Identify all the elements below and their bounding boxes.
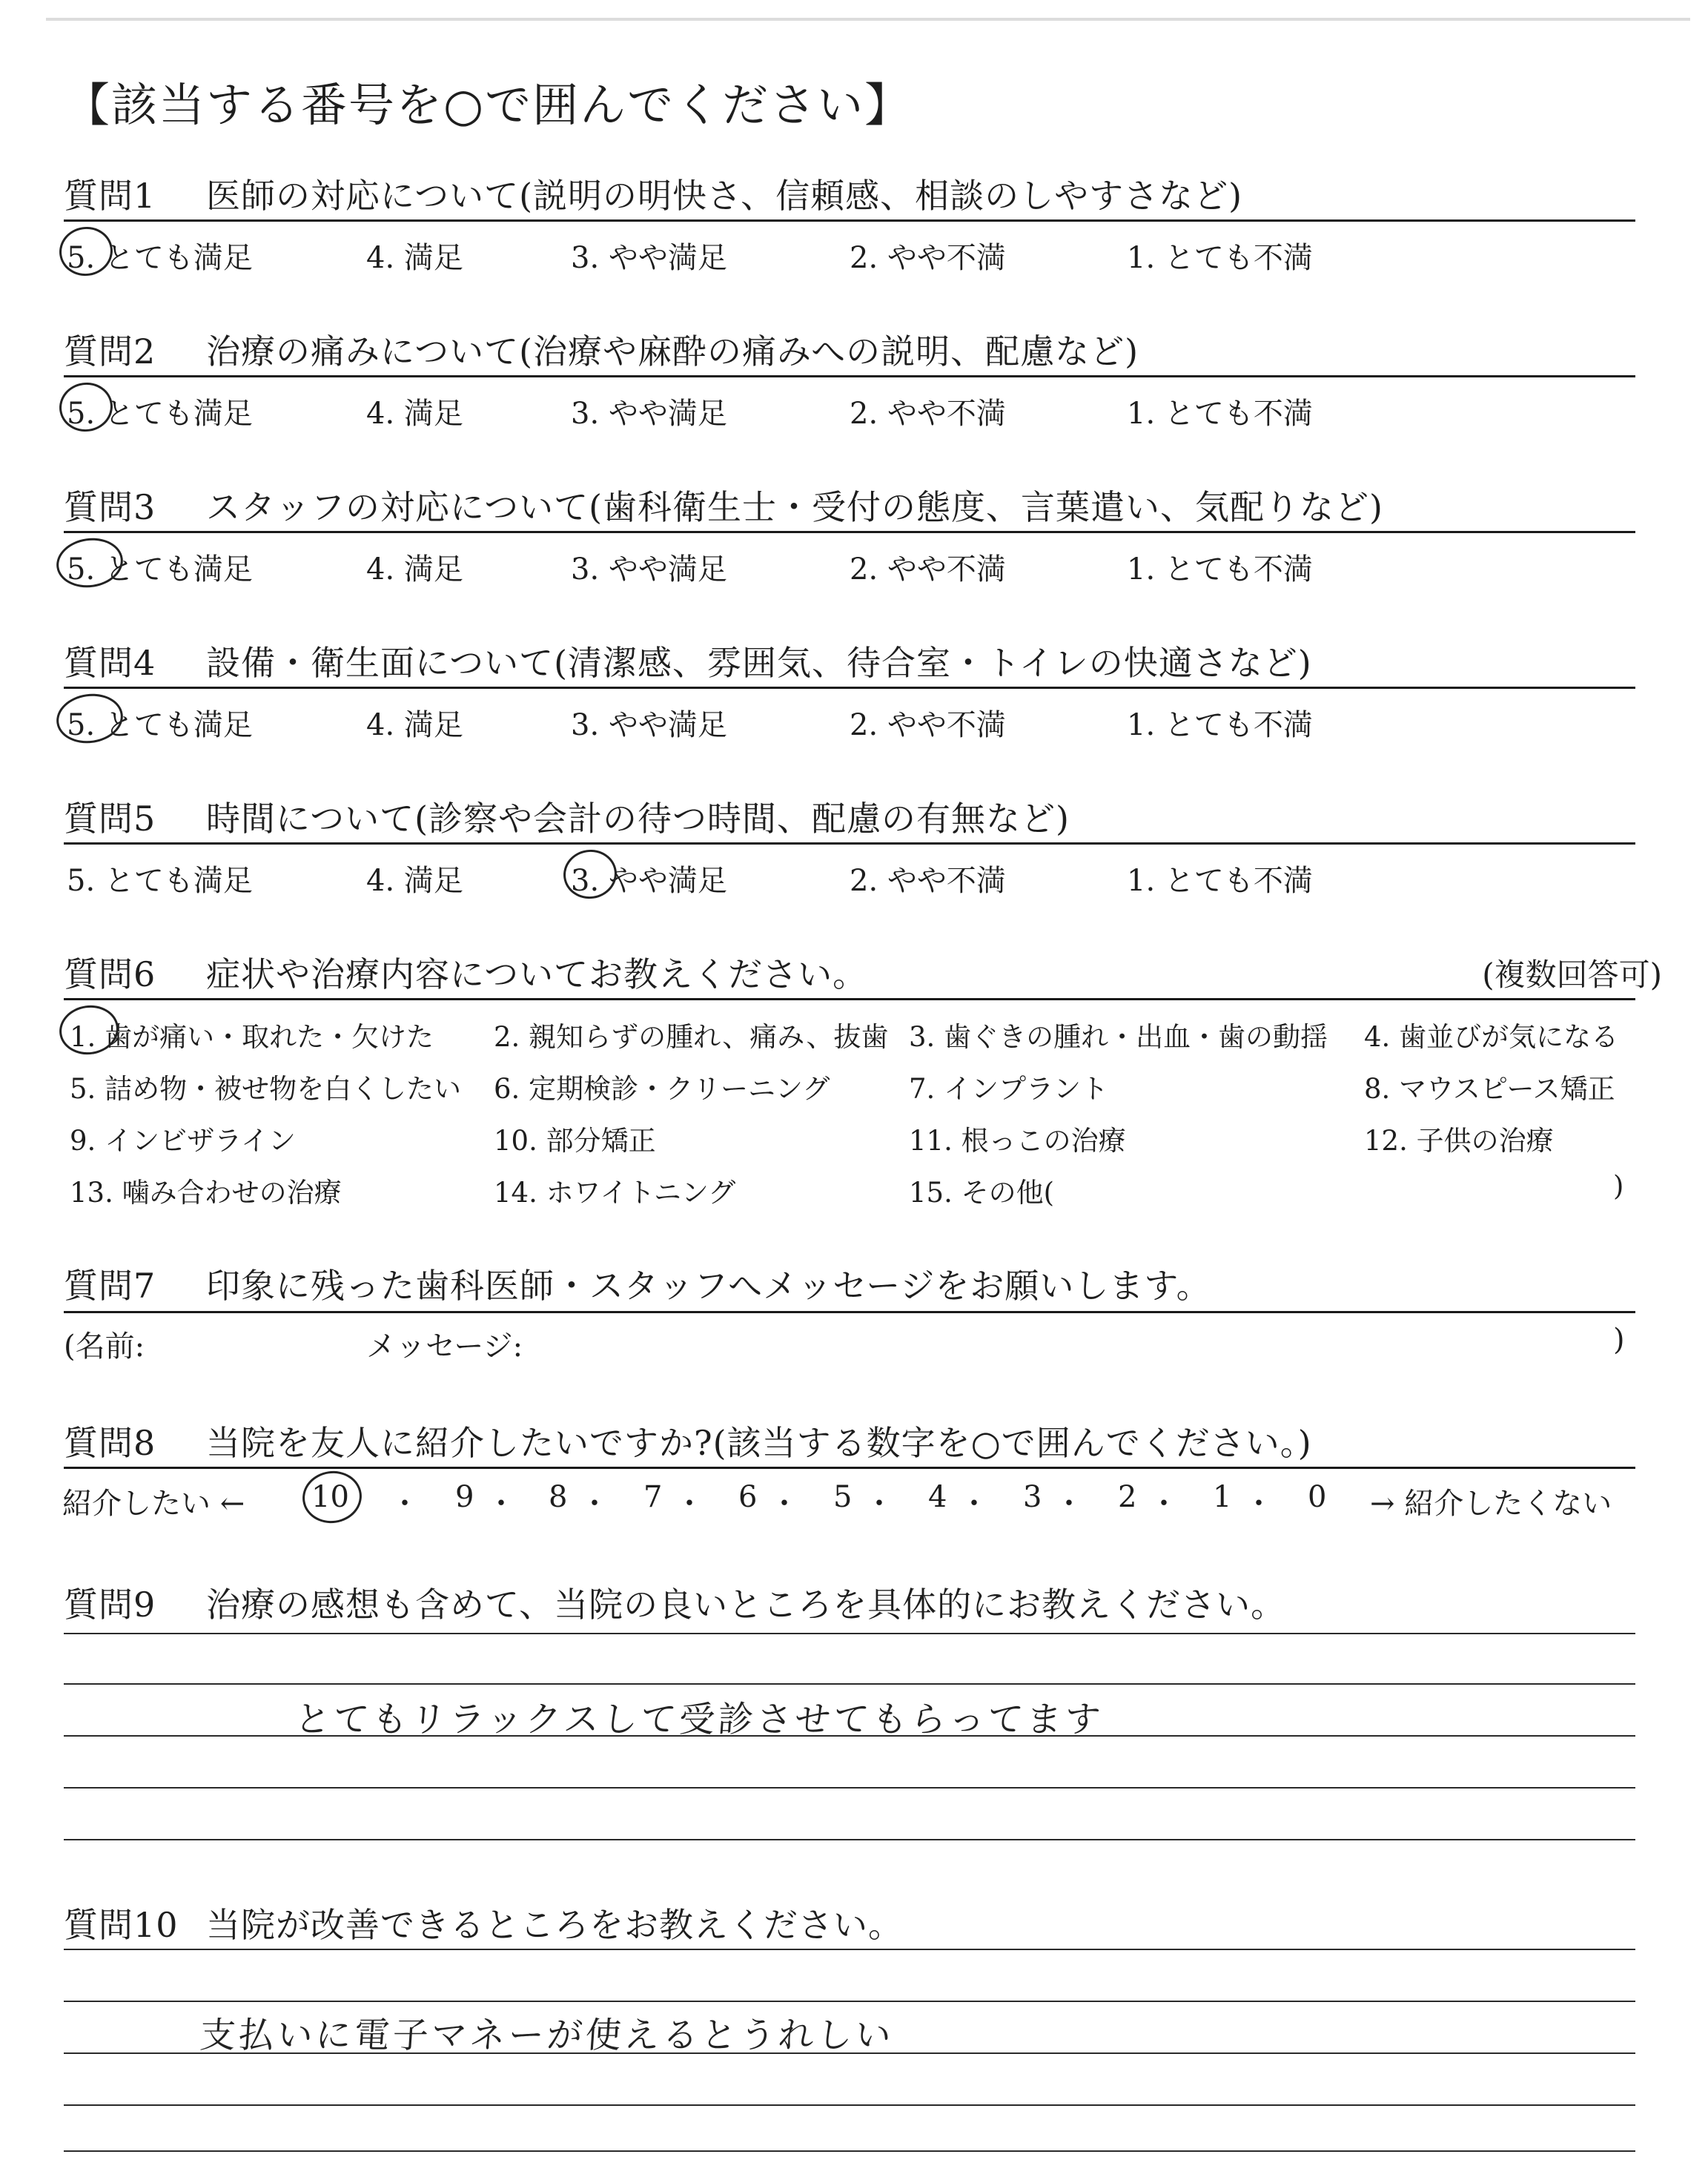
question-10-label: 質問10 [64, 1905, 179, 1945]
question-8 [64, 1416, 1312, 1465]
scale-dot: ・ [864, 1487, 894, 1521]
scale-0[interactable]: 0 [1308, 1480, 1327, 1514]
question-6-text: 症状や治療内容についてお教えください。 [206, 954, 868, 994]
q9-writing-line [64, 1633, 1635, 1634]
q2-option-5[interactable]: 5. とても満足 [67, 390, 253, 432]
q10-writing-line [64, 2150, 1635, 2152]
scale-dot: ・ [580, 1487, 609, 1521]
question-7-message-field[interactable]: メッセージ: [366, 1330, 523, 1364]
scale-dot: ・ [390, 1487, 420, 1521]
scale-dot: ・ [1244, 1487, 1274, 1521]
scale-left-label: 紹介したい ← [62, 1487, 245, 1521]
question-3-text: スタッフの対応について(歯科衛生士・受付の態度、言葉遣い、気配りなど) [206, 487, 1383, 527]
question-2-label: 質問2 [64, 331, 156, 371]
q9-writing-line [64, 1683, 1635, 1685]
question-7-close: ) [1613, 1323, 1625, 1357]
q1-option-2[interactable]: 2. やや不満 [850, 241, 1006, 275]
question-6 [64, 948, 867, 997]
scale-dot: ・ [486, 1487, 516, 1521]
q6-option-6[interactable]: 6. 定期検診・クリーニング [494, 1073, 830, 1105]
question-5-text: 時間について(診察や会計の待つ時間、配慮の有無など) [206, 799, 1070, 839]
question-9 [64, 1578, 1285, 1627]
question-8-scale: 紹介したい ← 10 ・ 9 ・ 8 ・ 7 ・ 6 ・ 5 ・ 4 ・ 3 ・ 2 ・ 1 ・ 0 → 紹介したくない [59, 1480, 1638, 1525]
q6-option-1[interactable]: 1. 歯が痛い・取れた・欠けた [70, 1014, 434, 1054]
question-5-label: 質問5 [64, 799, 156, 839]
q6-option-15[interactable]: 15. その他( [909, 1177, 1055, 1209]
q10-writing-line [64, 1949, 1635, 1950]
question-2-rule [64, 375, 1635, 377]
question-9-label: 質問9 [64, 1585, 156, 1625]
q2-option-3[interactable]: 3. やや満足 [571, 397, 727, 431]
scale-3[interactable]: 3 [1023, 1480, 1042, 1514]
q4-option-1[interactable]: 1. とても不満 [1127, 708, 1313, 742]
q10-writing-line [64, 2001, 1635, 2002]
question-8-rule [64, 1467, 1635, 1469]
question-4-options [64, 701, 1658, 746]
q1-option-4[interactable]: 4. 満足 [366, 241, 463, 275]
question-10 [64, 1898, 903, 1947]
question-7-text: 印象に残った歯科医師・スタッフへメッセージをお願いします。 [206, 1266, 1211, 1306]
q6-option-7[interactable]: 7. インプラント [909, 1073, 1109, 1105]
question-6-options [64, 1014, 1658, 1215]
q3-option-5[interactable]: 5. とても満足 [67, 546, 253, 588]
question-6-label: 質問6 [64, 954, 156, 994]
question-5-rule [64, 842, 1635, 845]
question-1-rule [64, 219, 1635, 222]
q6-option-10[interactable]: 10. 部分矯正 [494, 1125, 656, 1157]
q4-option-4[interactable]: 4. 満足 [366, 708, 463, 742]
question-10-text: 当院が改善できるところをお教えください。 [206, 1905, 903, 1945]
scale-7[interactable]: 7 [643, 1480, 663, 1514]
scale-4[interactable]: 4 [928, 1480, 947, 1514]
question-1-options [64, 234, 1658, 279]
question-4 [64, 636, 1312, 685]
question-7-rule [64, 1311, 1635, 1313]
top-edge-line [46, 18, 1690, 21]
q5-option-1[interactable]: 1. とても不満 [1127, 864, 1313, 898]
question-2-options [64, 390, 1658, 435]
q1-option-1[interactable]: 1. とても不満 [1127, 241, 1313, 275]
question-4-text: 設備・衛生面について(清潔感、雰囲気、待合室・トイレの快適さなど) [206, 643, 1312, 683]
q3-option-2[interactable]: 2. やや不満 [850, 552, 1006, 587]
question-1 [64, 169, 1242, 218]
q4-option-2[interactable]: 2. やや不満 [850, 708, 1006, 742]
scale-dot: ・ [769, 1487, 799, 1521]
question-2-text: 治療の痛みについて(治療や麻酔の痛みへの説明、配慮など) [206, 331, 1139, 371]
scale-2[interactable]: 2 [1118, 1480, 1137, 1514]
q1-option-3[interactable]: 3. やや満足 [571, 241, 727, 275]
question-1-label: 質問1 [64, 176, 156, 216]
scale-8[interactable]: 8 [549, 1480, 568, 1514]
question-3-label: 質問3 [64, 487, 156, 527]
question-6-multiple-note: (複数回答可) [1482, 957, 1662, 993]
scale-dot: ・ [675, 1487, 704, 1521]
question-5-options [64, 857, 1658, 902]
q6-option-3[interactable]: 3. 歯ぐきの腫れ・出血・歯の動揺 [909, 1021, 1328, 1053]
question-2 [64, 325, 1139, 374]
q6-option-11[interactable]: 11. 根っこの治療 [909, 1125, 1126, 1157]
q6-option-4[interactable]: 4. 歯並びが気になる [1364, 1021, 1619, 1053]
scale-6[interactable]: 6 [738, 1480, 758, 1514]
scale-5[interactable]: 5 [833, 1480, 853, 1514]
q6-option-12[interactable]: 12. 子供の治療 [1364, 1125, 1554, 1157]
q6-option-9[interactable]: 9. インビザライン [70, 1125, 296, 1157]
question-7 [64, 1259, 1211, 1308]
q9-writing-line [64, 1839, 1635, 1840]
q6-option-14[interactable]: 14. ホワイトニング [494, 1177, 736, 1209]
scale-1[interactable]: 1 [1213, 1480, 1232, 1514]
q4-option-3[interactable]: 3. やや満足 [571, 708, 727, 742]
scale-9[interactable]: 9 [455, 1480, 474, 1514]
question-3-rule [64, 531, 1635, 533]
q2-option-1[interactable]: 1. とても不満 [1127, 397, 1313, 431]
question-5 [64, 792, 1070, 841]
question-8-label: 質問8 [64, 1423, 156, 1463]
question-8-text: 当院を友人に紹介したいですか?(該当する数字を○で囲んでください。) [206, 1423, 1312, 1463]
scale-right-label: → 紹介したくない [1370, 1487, 1612, 1521]
q5-option-5[interactable]: 5. とても満足 [67, 864, 253, 898]
question-7-label: 質問7 [64, 1266, 156, 1306]
scale-dot: ・ [1149, 1487, 1179, 1521]
question-4-label: 質問4 [64, 643, 156, 683]
q9-writing-line [64, 1787, 1635, 1789]
q2-option-2[interactable]: 2. やや不満 [850, 397, 1006, 431]
instruction-header: 【該当する番号を○で囲んでください】 [64, 78, 913, 132]
q5-option-3[interactable]: 3. やや満足 [571, 857, 727, 899]
question-4-rule [64, 687, 1635, 689]
q6-option-2[interactable]: 2. 親知らずの腫れ、痛み、抜歯 [494, 1021, 889, 1053]
q10-handwritten-answer[interactable]: 支払いに電子マネーが使えるとうれしい [198, 2015, 896, 2056]
q3-option-3[interactable]: 3. やや満足 [571, 552, 727, 587]
q9-handwritten-answer[interactable]: とてもリラックスして受診させてもらってます [293, 1699, 1105, 1740]
question-3-options [64, 546, 1658, 590]
q6-option-13[interactable]: 13. 噛み合わせの治療 [70, 1177, 342, 1209]
q6-option-15-close: ) [1613, 1170, 1624, 1202]
q10-writing-line [64, 2104, 1635, 2106]
question-7-name-field[interactable]: (名前: [64, 1330, 145, 1364]
scale-dot: ・ [1054, 1487, 1084, 1521]
q3-option-4[interactable]: 4. 満足 [366, 552, 463, 587]
q3-option-1[interactable]: 1. とても不満 [1127, 552, 1313, 587]
q6-option-8[interactable]: 8. マウスピース矯正 [1364, 1073, 1615, 1105]
question-6-rule [64, 998, 1635, 1000]
question-1-text: 医師の対応について(説明の明快さ、信頼感、相談のしやすさなど) [206, 176, 1243, 216]
q5-option-4[interactable]: 4. 満足 [366, 864, 463, 898]
q1-option-5[interactable]: 5. とても満足 [67, 234, 253, 277]
q6-option-5[interactable]: 5. 詰め物・被せ物を白くしたい [70, 1073, 462, 1105]
scale-dot: ・ [959, 1487, 989, 1521]
q5-option-2[interactable]: 2. やや不満 [850, 864, 1006, 898]
q2-option-4[interactable]: 4. 満足 [366, 397, 463, 431]
q4-option-5[interactable]: 5. とても満足 [67, 701, 253, 744]
question-3 [64, 480, 1383, 529]
question-9-text: 治療の感想も含めて、当院の良いところを具体的にお教えください。 [206, 1585, 1286, 1625]
